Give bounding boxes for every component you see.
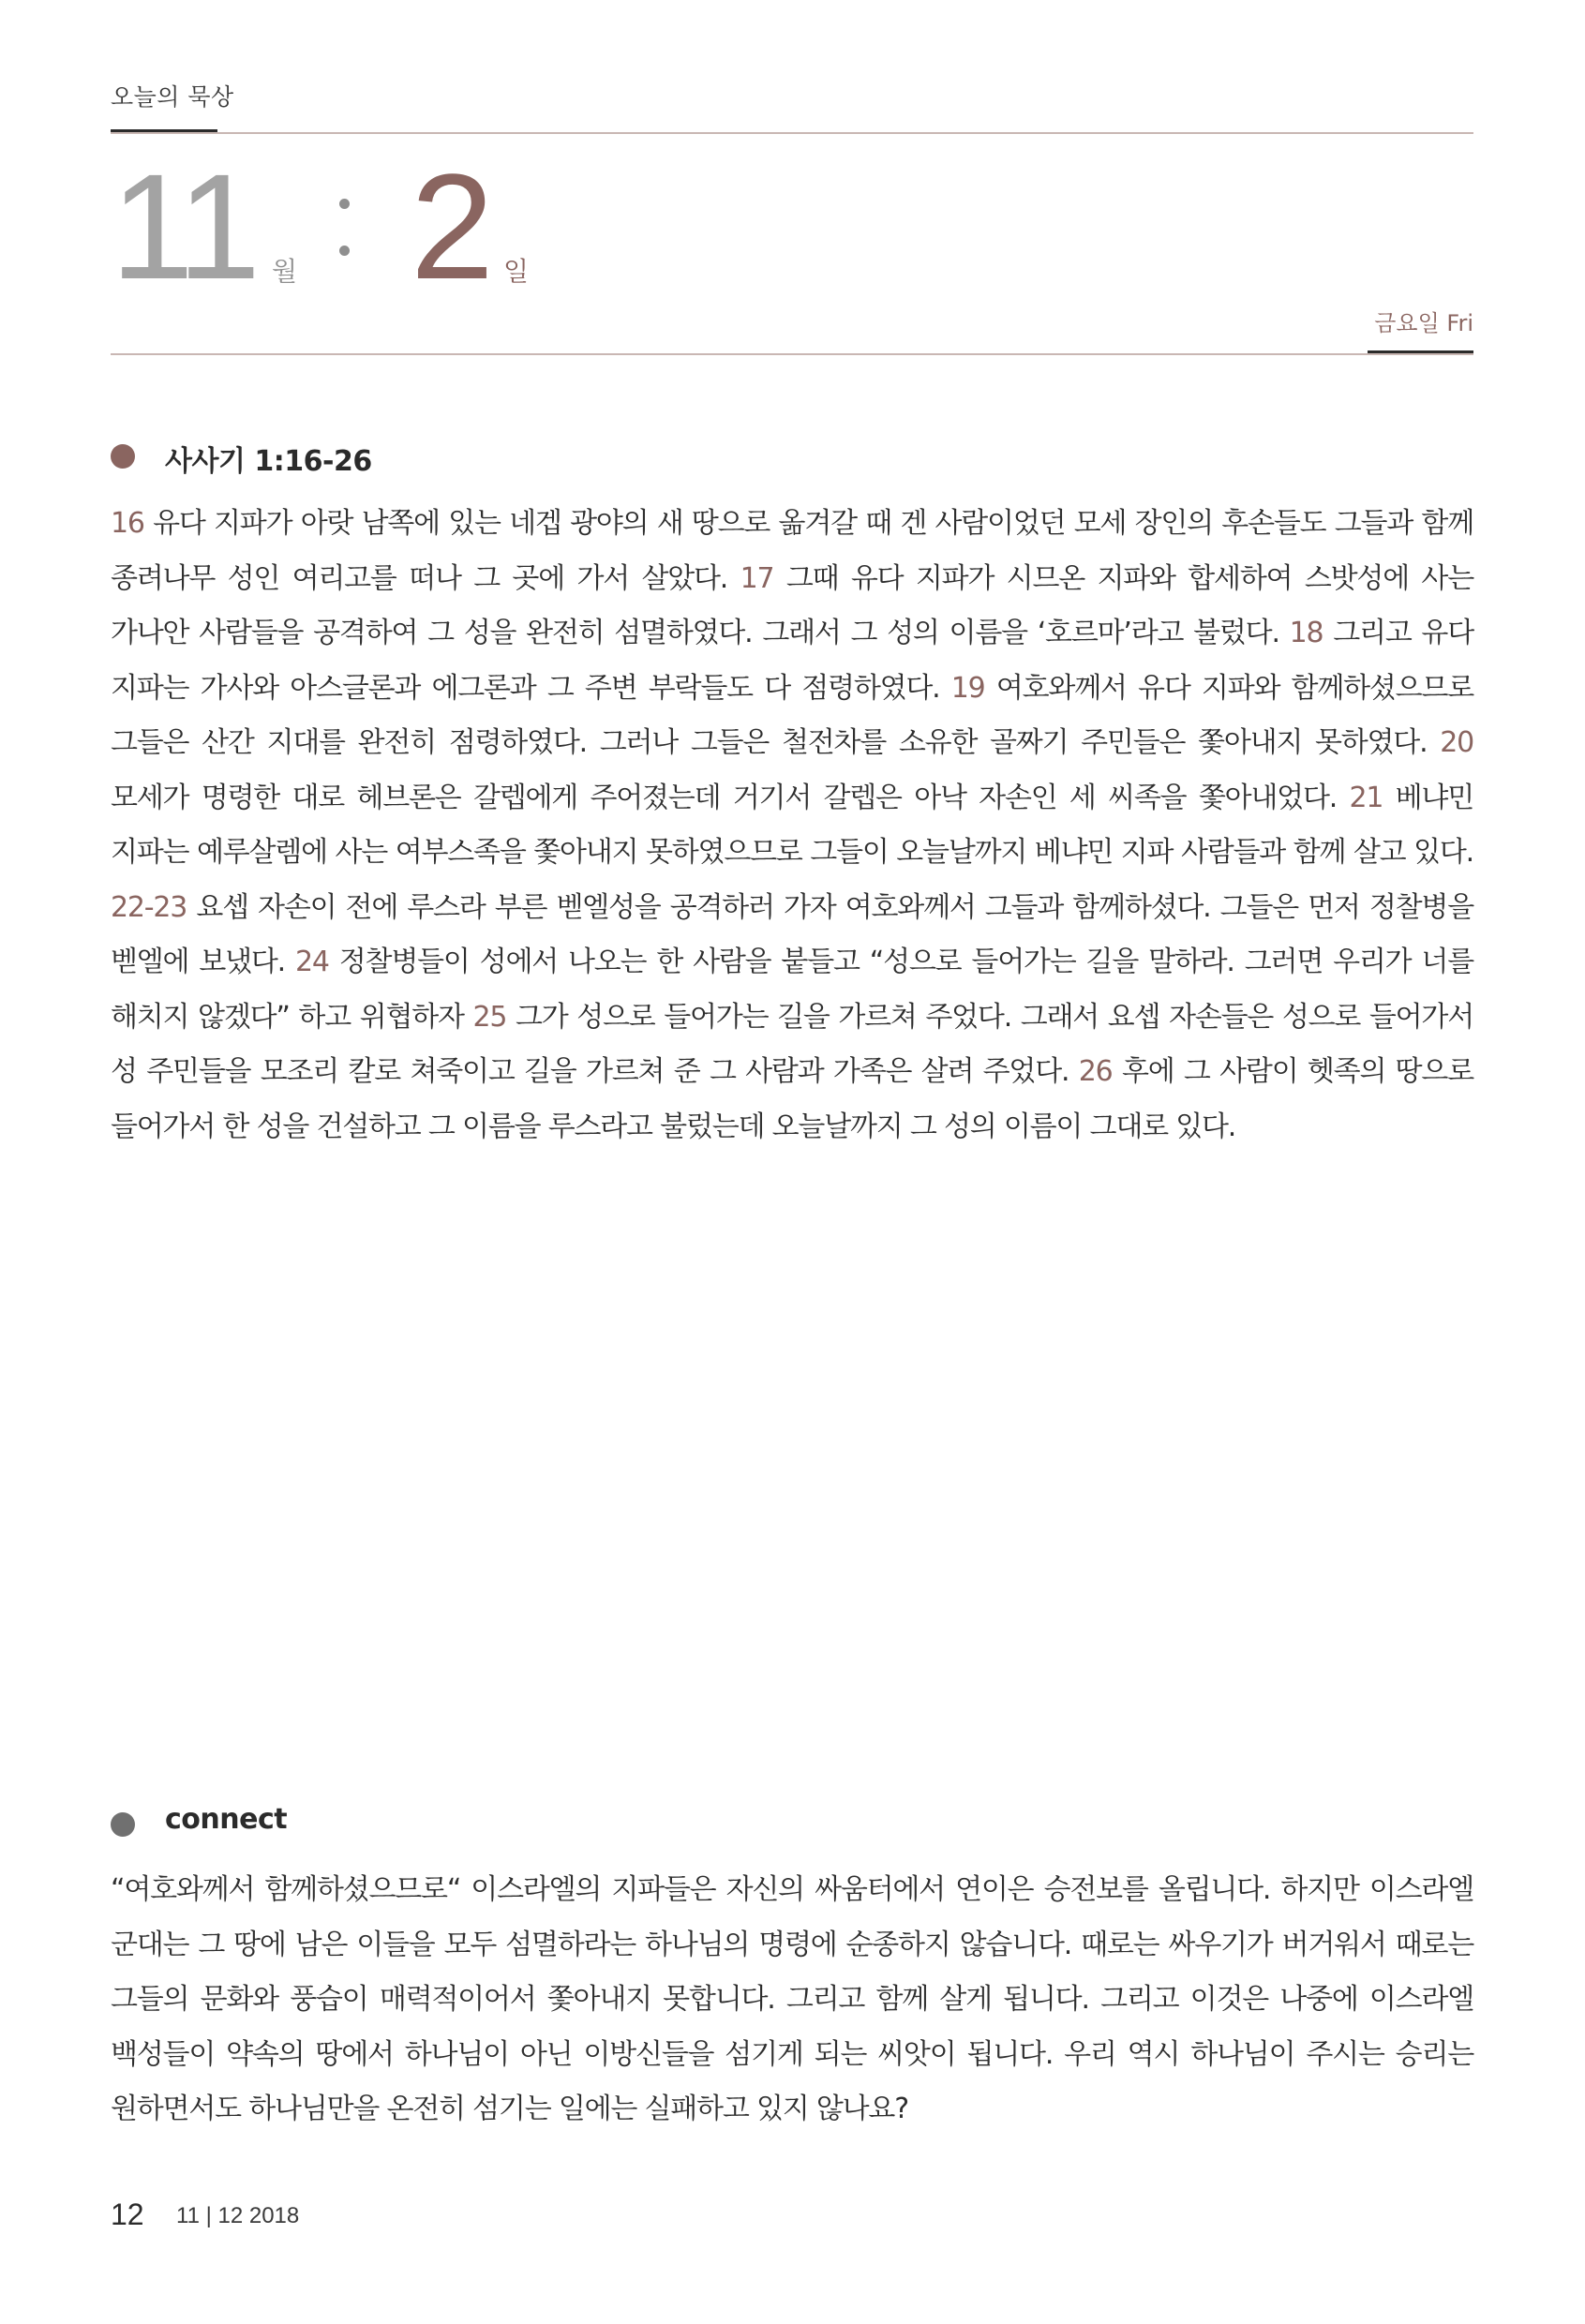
verse-text: 정찰병들이 성에서 나오는 한 사람을 붙들고 “성으로 들어가는 길을 말하라. 그러면 우리가 너를 해치지 않겠다” 하고 위협하자 xyxy=(111,946,1473,1034)
scripture-heading: 사사기 1:16-26 xyxy=(165,445,372,478)
date-rule xyxy=(111,353,1473,355)
verse-number: 17 xyxy=(740,561,774,595)
verse-text: 여호와께서 유다 지파와 함께하셨으므로 그들은 산간 지대를 완전히 점령하였다. 그러나 그들은 철전차를 소유한 골짜기 주민들은 쫓아내지 못하였다. xyxy=(111,671,1473,759)
verse-text: 그리고 유다 지파는 가사와 아스글론과 에그론과 그 주변 부락들도 다 점령하였다. xyxy=(111,617,1473,705)
verse-number: 16 xyxy=(111,507,144,540)
issue-date: 11 | 12 2018 xyxy=(176,2203,300,2228)
day-unit: 일 xyxy=(503,256,530,287)
verse-number: 24 xyxy=(295,946,329,978)
verse-number: 19 xyxy=(950,671,985,705)
verse-number: 20 xyxy=(1440,726,1473,759)
month-unit: 월 xyxy=(272,256,298,287)
verse-number: 22-23 xyxy=(111,890,187,924)
weekday-label: 금요일 Fri xyxy=(1374,310,1473,336)
verse-text: 베냐민 지파는 예루살렘에 사는 여부스족을 쫓아내지 못하였으므로 그들이 오늘날까지 베냐민 지파 사람들과 함께 살고 있다. xyxy=(111,781,1473,869)
connect-bullet-icon xyxy=(111,1812,135,1837)
verse-text: 그가 성으로 들어가는 길을 가르쳐 주었다. 그래서 요셉 자손들은 성으로 들어가서 성 주민들을 모조리 칼로 쳐죽이고 길을 가르쳐 준 그 사람과 가족은 살려 주었다. xyxy=(111,1000,1473,1088)
verse-text: 그때 유다 지파가 시므온 지파와 합세하여 스밧성에 사는 가나안 사람들을 공격하여 그 성을 완전히 섬멸하였다. 그래서 그 성의 이름을 ‘호르마’라고 불렀다. xyxy=(111,561,1473,649)
verse-text: 모세가 명령한 대로 헤브론은 갈렙에게 주어졌는데 거기서 갈렙은 아낙 자손인 세 씨족을 쫓아내었다. xyxy=(111,781,1350,814)
page-number: 12 xyxy=(111,2197,144,2231)
verse-number: 18 xyxy=(1289,617,1323,649)
verse-text: 후에 그 사람이 헷족의 땅으로 들어가서 한 성을 건설하고 그 이름을 루스라고 불렀는데 오늘날까지 그 성의 이름이 그대로 있다. xyxy=(111,1055,1473,1143)
verse-text: 유다 지파가 아랏 남쪽에 있는 네겝 광야의 새 땅으로 옮겨갈 때 겐 사람이었던 모세 장인의 후손들도 그들과 함께 종려나무 성인 여리고를 떠나 그 곳에 가서 살았다. xyxy=(111,507,1473,595)
header-rule xyxy=(111,132,1473,134)
connect-text: “여호와께서 함께하셨으므로“ 이스라엘의 지파들은 자신의 싸움터에서 연이은 승전보를 올립니다. 하지만 이스라엘 군대는 그 땅에 남은 이들을 모두 섬멸하라는 하나님의 명령에 순종하지 않습니다. 때로는 싸우기가 버거워서 때로는 그들의 문화와 풍습이 매력적이어서 쫓아내지 못합니다. 그리고 함께 살게 됩니다. 그리고 이것은 나중에 이스라엘 백성들이 약속의 땅에서 하나님이 아닌 이방신들을 섬기게 되는 씨앗이 됩니다. 우리 역시 하나님이 주시는 승리는 원하면서도 하나님만을 온전히 섬기는 일에는 실패하고 있지 않나요? xyxy=(111,1873,1473,2125)
section-label: 오늘의 묵상 xyxy=(111,83,234,111)
verse-number: 25 xyxy=(472,1000,507,1034)
connect-heading: connect xyxy=(165,1803,288,1836)
date-separator xyxy=(339,199,351,264)
scripture-passage xyxy=(111,497,1473,1155)
scripture-bullet-icon xyxy=(111,444,135,469)
day-number: 2 xyxy=(411,142,494,310)
verse-text: 요셉 자손이 전에 루스라 부른 벧엘성을 공격하러 가자 여호와께서 그들과 함께하셨다. 그들은 먼저 정찰병을 벧엘에 보냈다. xyxy=(111,890,1473,978)
verse-number: 26 xyxy=(1078,1055,1113,1088)
month-number: 11 xyxy=(111,142,256,310)
verse-number: 21 xyxy=(1349,781,1383,814)
